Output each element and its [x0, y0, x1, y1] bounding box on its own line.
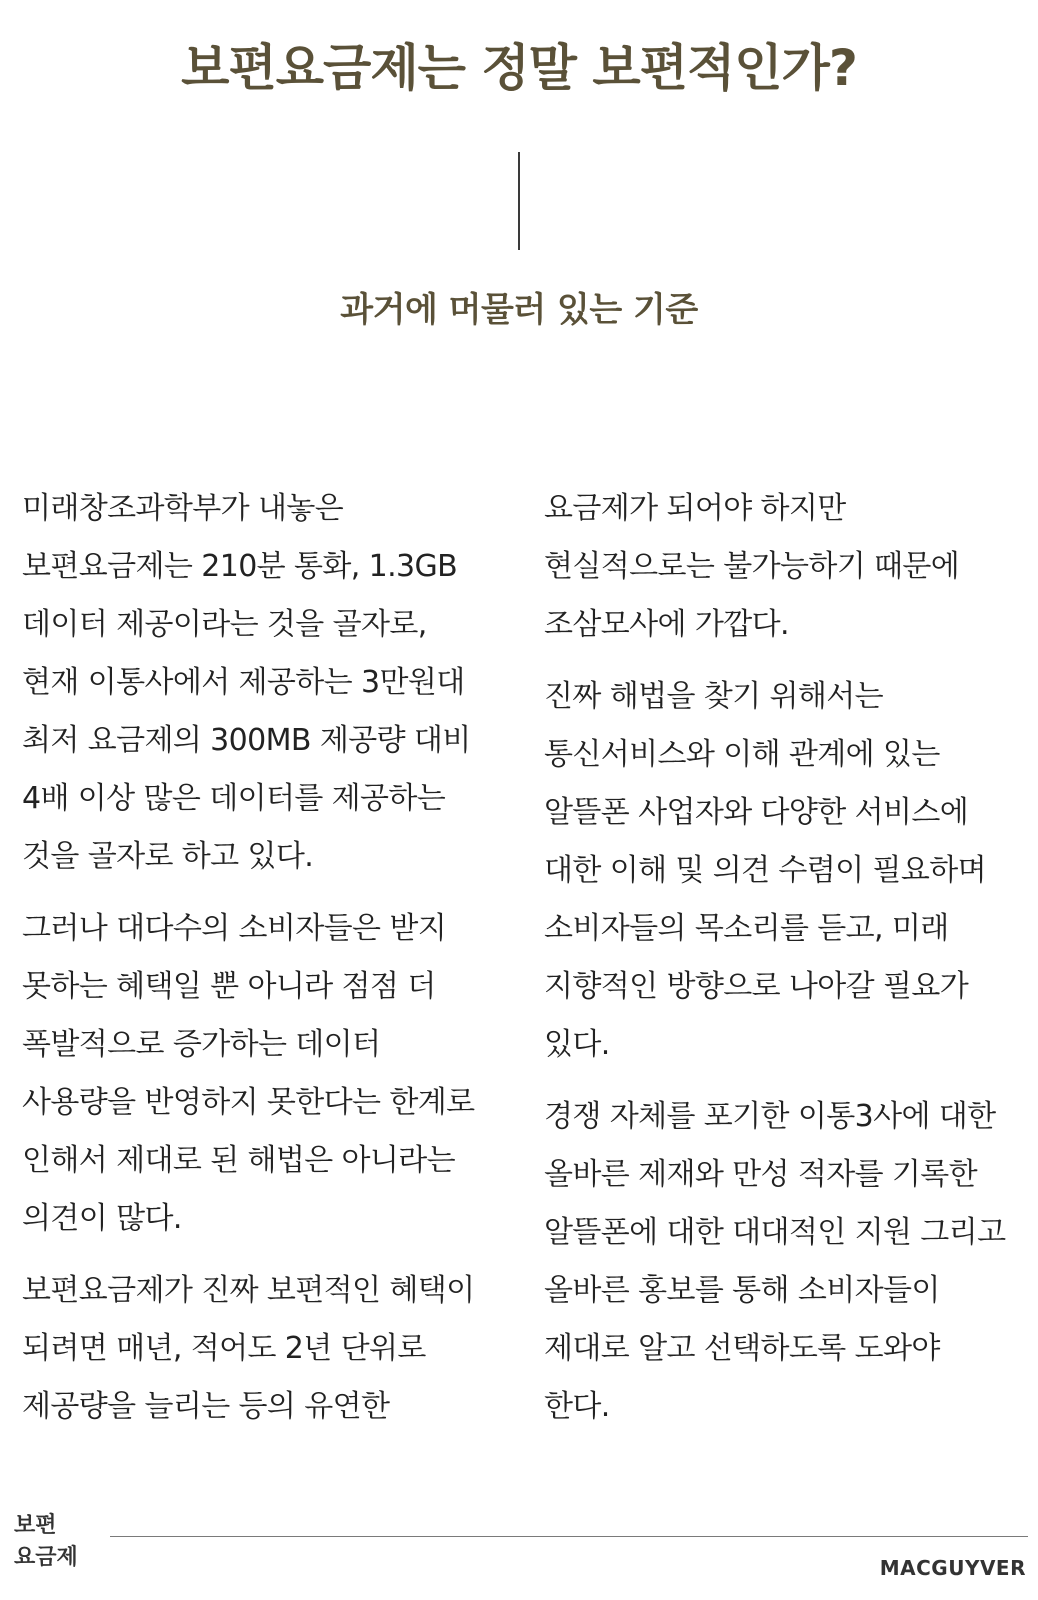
paragraph: 미래창조과학부가 내놓은 보편요금제는 210분 통화, 1.3GB 데이터 제공이라는 것을 골자로, 현재 이통사에서 제공하는 3만원대 최저 요금제의 300MB 제공량 대비 4배 이상 많은 데이터를 제공하는 것을 골자로 하고 있다. [22, 491, 471, 874]
footer-divider [110, 1536, 1028, 1537]
footer-section-label [14, 1510, 78, 1574]
paragraph: 요금제가 되어야 하지만 현실적으로는 불가능하기 때문에 조삼모사에 가깝다. [544, 491, 960, 642]
section-subtitle: 과거에 머물러 있는 기준 [340, 290, 698, 330]
right-column [544, 480, 1014, 1450]
paragraph: 보편요금제가 진짜 보편적인 혜택이 되려면 매년, 적어도 2년 단위로 제공량을 늘리는 등의 유연한 [22, 1273, 475, 1424]
vertical-divider [518, 152, 520, 250]
paragraph: 경쟁 자체를 포기한 이통3사에 대한 올바른 제재와 만성 적자를 기록한 알뜰폰에 대한 대대적인 지원 그리고 올바른 홍보를 통해 소비자들이 제대로 알고 선택하도록 도와야 한다. [544, 1099, 1006, 1424]
paragraph: 그러나 대다수의 소비자들은 받지 못하는 혜택일 뿐 아니라 점점 더 폭발적으로 증가하는 데이터 사용량을 반영하지 못한다는 한계로 인해서 제대로 된 해법은 아니라는 의견이 많다. [22, 911, 475, 1236]
brand-logo-text: MACGUYVER [879, 1556, 1026, 1580]
footer-section-line1: 보편 [14, 1513, 57, 1538]
left-column [22, 480, 492, 1450]
paragraph: 진짜 해법을 찾기 위해서는 통신서비스와 이해 관계에 있는 알뜰폰 사업자와 다양한 서비스에 대한 이해 및 의견 수렴이 필요하며 소비자들의 목소리를 듣고, 미래 지향적인 방향으로 나아갈 필요가 있다. [544, 679, 987, 1062]
page-title: 보편요금제는 정말 보편적인가? [181, 39, 857, 97]
footer-section-line2: 요금제 [14, 1545, 78, 1570]
